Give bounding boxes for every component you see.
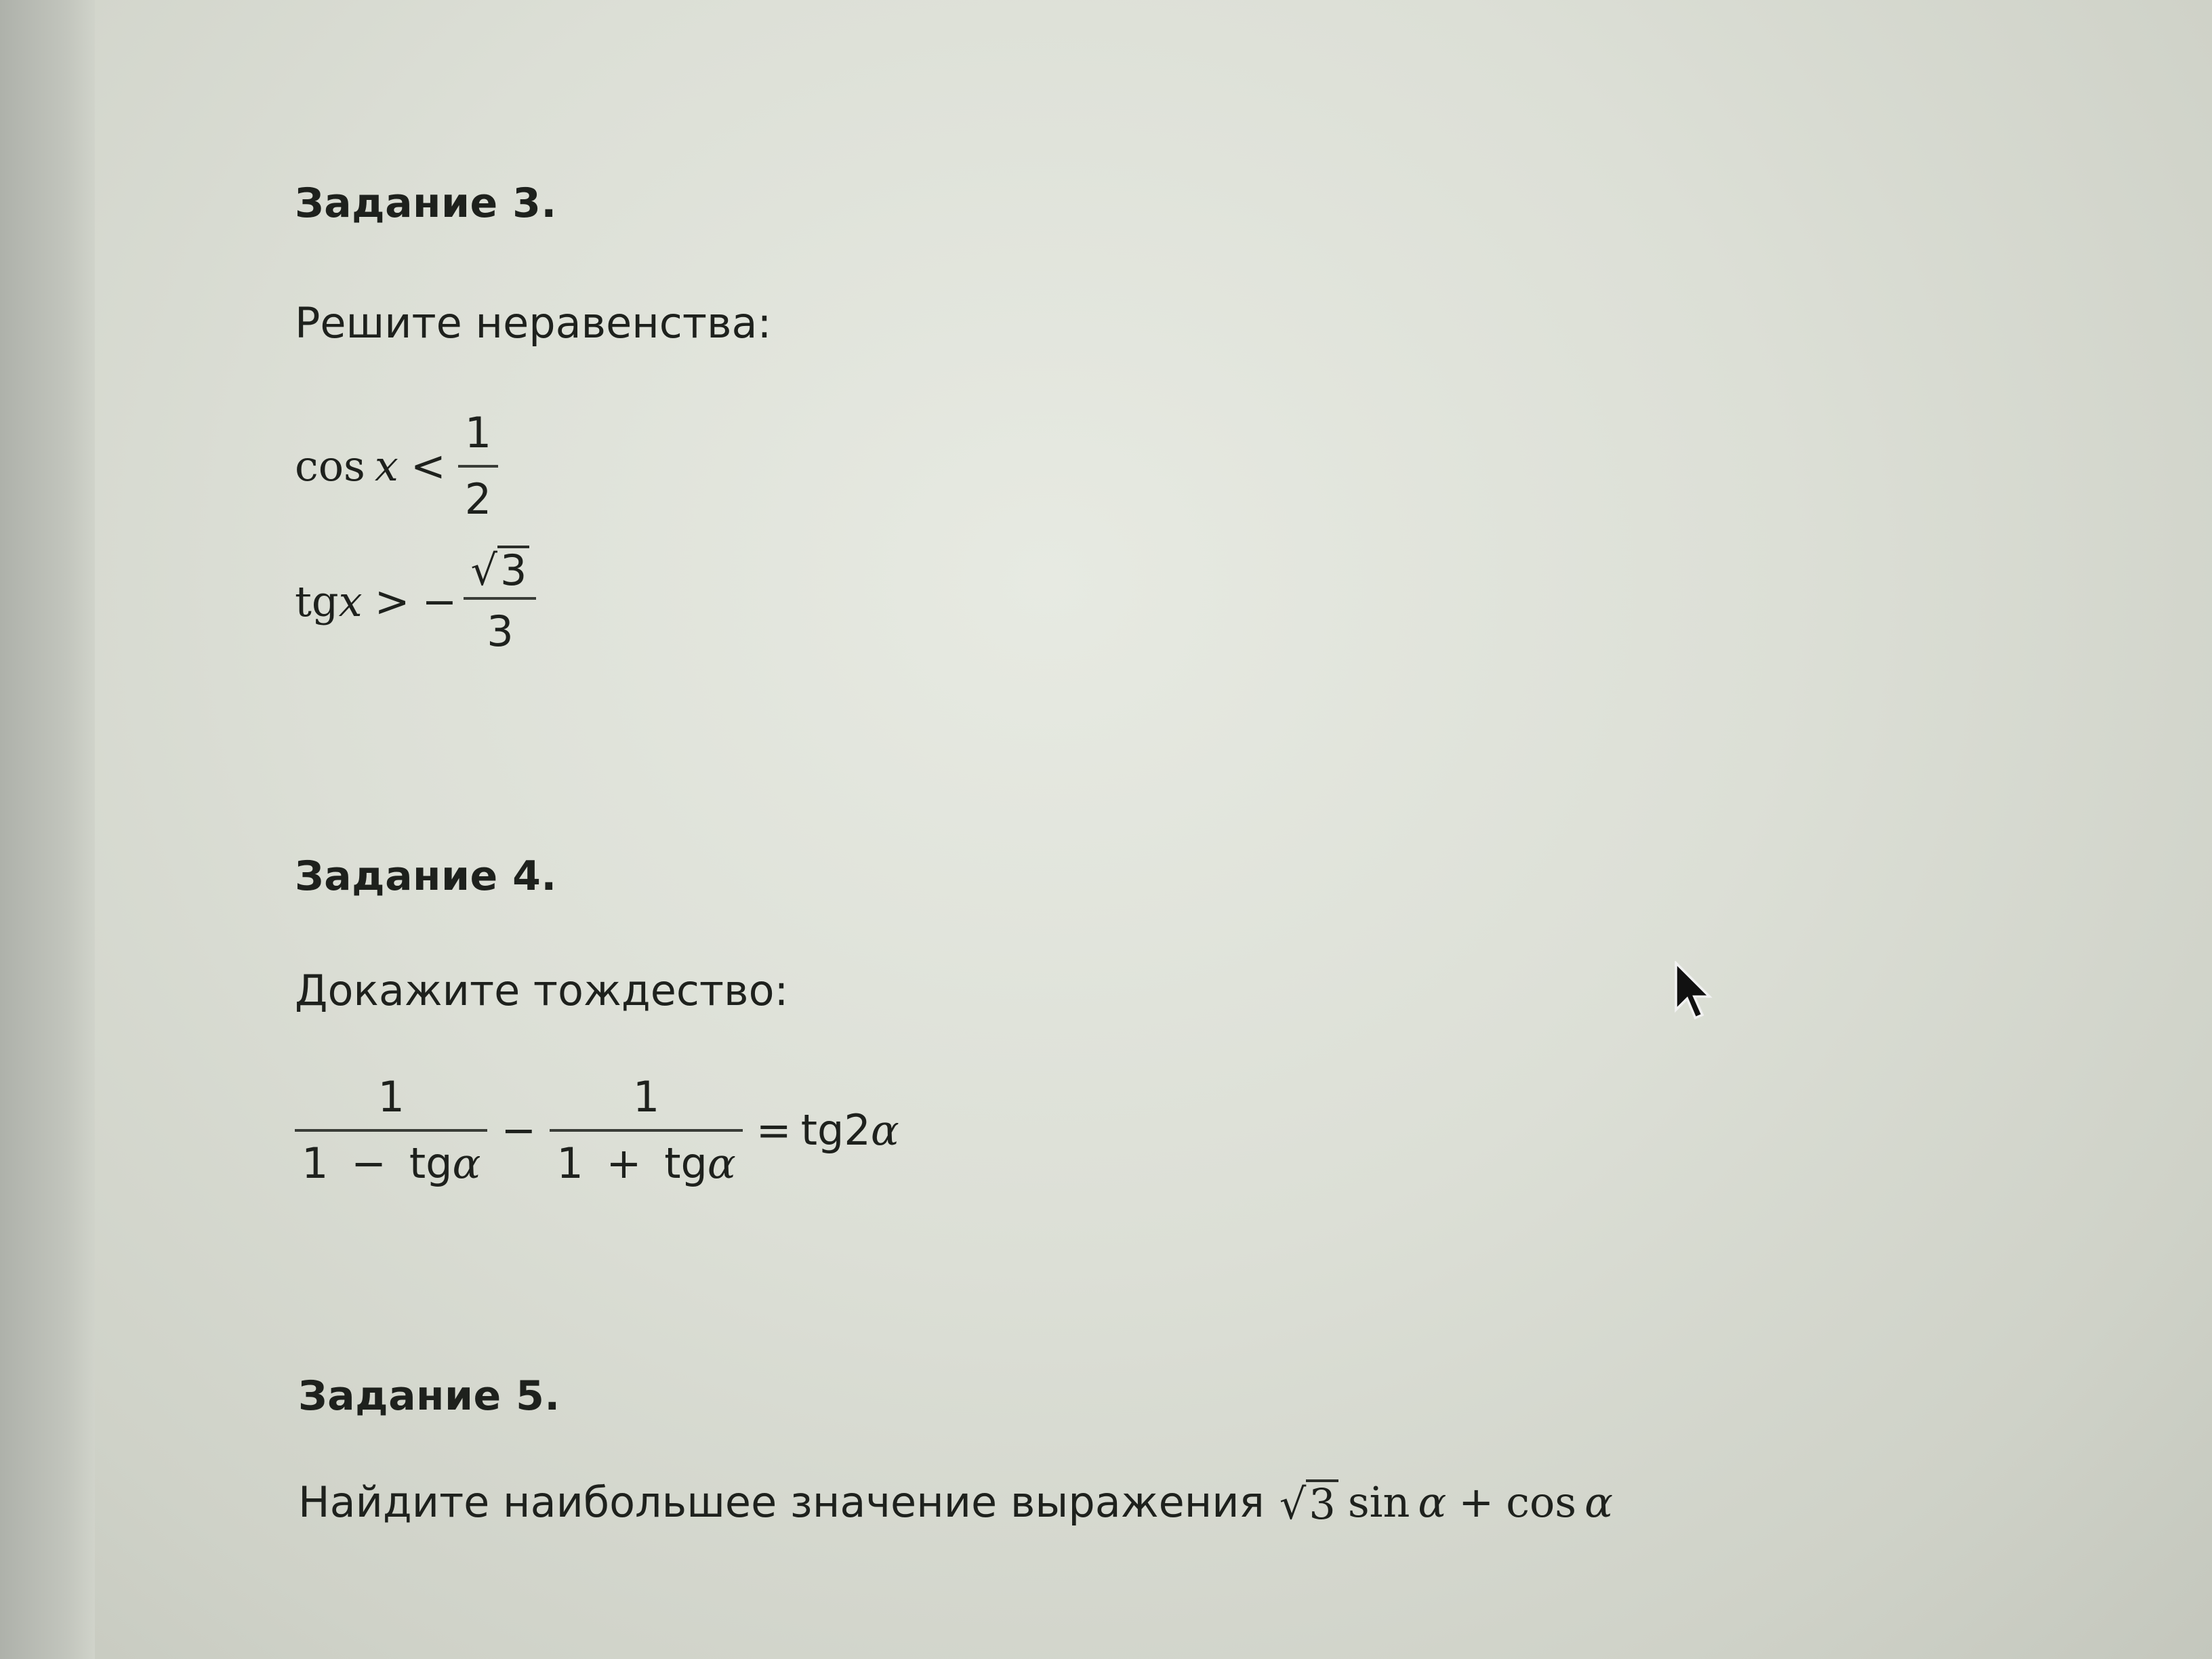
fraction-denominator: 3: [487, 607, 514, 656]
fraction-bar: [550, 1129, 742, 1132]
rhs-variable: α: [870, 1105, 899, 1155]
fraction-root3-over-3: [464, 546, 536, 658]
fraction-bar: [464, 597, 536, 600]
sqrt-three: [1279, 1479, 1338, 1529]
less-than-sign: <: [410, 441, 446, 491]
minus-sign: −: [501, 1105, 537, 1155]
tg-function: tg: [295, 577, 339, 627]
square-root-sign: √: [470, 546, 497, 595]
den-term: 1: [302, 1138, 329, 1188]
radicand: 3: [1306, 1479, 1338, 1525]
fraction-bar: [295, 1129, 487, 1132]
cos-variable: x: [374, 441, 398, 491]
den-operator: +: [606, 1138, 642, 1188]
den-function: tg: [664, 1138, 708, 1188]
task4-instruction: Докажите тождество:: [295, 966, 789, 1015]
plus-sign: +: [1458, 1477, 1494, 1527]
den-operator: −: [351, 1138, 387, 1188]
fraction-one-over-1-minus-tg: [295, 1071, 487, 1189]
fraction-denominator: 2: [464, 474, 492, 524]
rhs-function: tg2: [800, 1105, 871, 1155]
fraction-numerator: 1: [377, 1072, 405, 1122]
radicand: 3: [497, 546, 529, 592]
den-variable: α: [707, 1138, 736, 1188]
fraction-numerator: 1: [632, 1072, 660, 1122]
cos-function: cos: [295, 441, 365, 491]
task3-heading: Задание 3.: [295, 180, 557, 227]
square-root-sign: √: [1279, 1479, 1307, 1529]
inequality-cos: [295, 407, 498, 525]
task5-heading: Задание 5.: [298, 1372, 560, 1420]
cos-variable: α: [1584, 1477, 1613, 1527]
fraction-denominator: [295, 1137, 487, 1190]
fraction-one-over-1-plus-tg: [550, 1071, 742, 1189]
fraction-bar: [458, 465, 498, 468]
task4-heading: Задание 4.: [295, 853, 557, 900]
den-term: 1: [556, 1138, 583, 1188]
negative-sign: −: [422, 577, 457, 627]
task5-instruction: Найдите наибольшее значение выражения: [298, 1477, 1265, 1527]
mouse-pointer-icon: [1674, 961, 1715, 1022]
greater-than-sign: >: [374, 577, 410, 627]
equals-sign: =: [756, 1105, 792, 1155]
sqrt-three: [464, 546, 536, 595]
inequality-tg: [295, 546, 536, 658]
left-margin-strip: [0, 0, 96, 1659]
sin-function: sin: [1347, 1477, 1410, 1527]
fraction-denominator: [550, 1137, 742, 1190]
tg-variable: x: [338, 577, 363, 627]
cos-function: cos: [1506, 1477, 1577, 1527]
den-variable: α: [452, 1138, 481, 1188]
den-function: tg: [409, 1138, 453, 1188]
sin-variable: α: [1418, 1477, 1447, 1527]
fraction-numerator: 1: [464, 408, 492, 457]
fraction-one-half: [458, 407, 498, 525]
identity-formula: [295, 1071, 899, 1189]
task3-instruction: Решите неравенства:: [295, 298, 772, 348]
task5-line: [298, 1477, 1613, 1527]
